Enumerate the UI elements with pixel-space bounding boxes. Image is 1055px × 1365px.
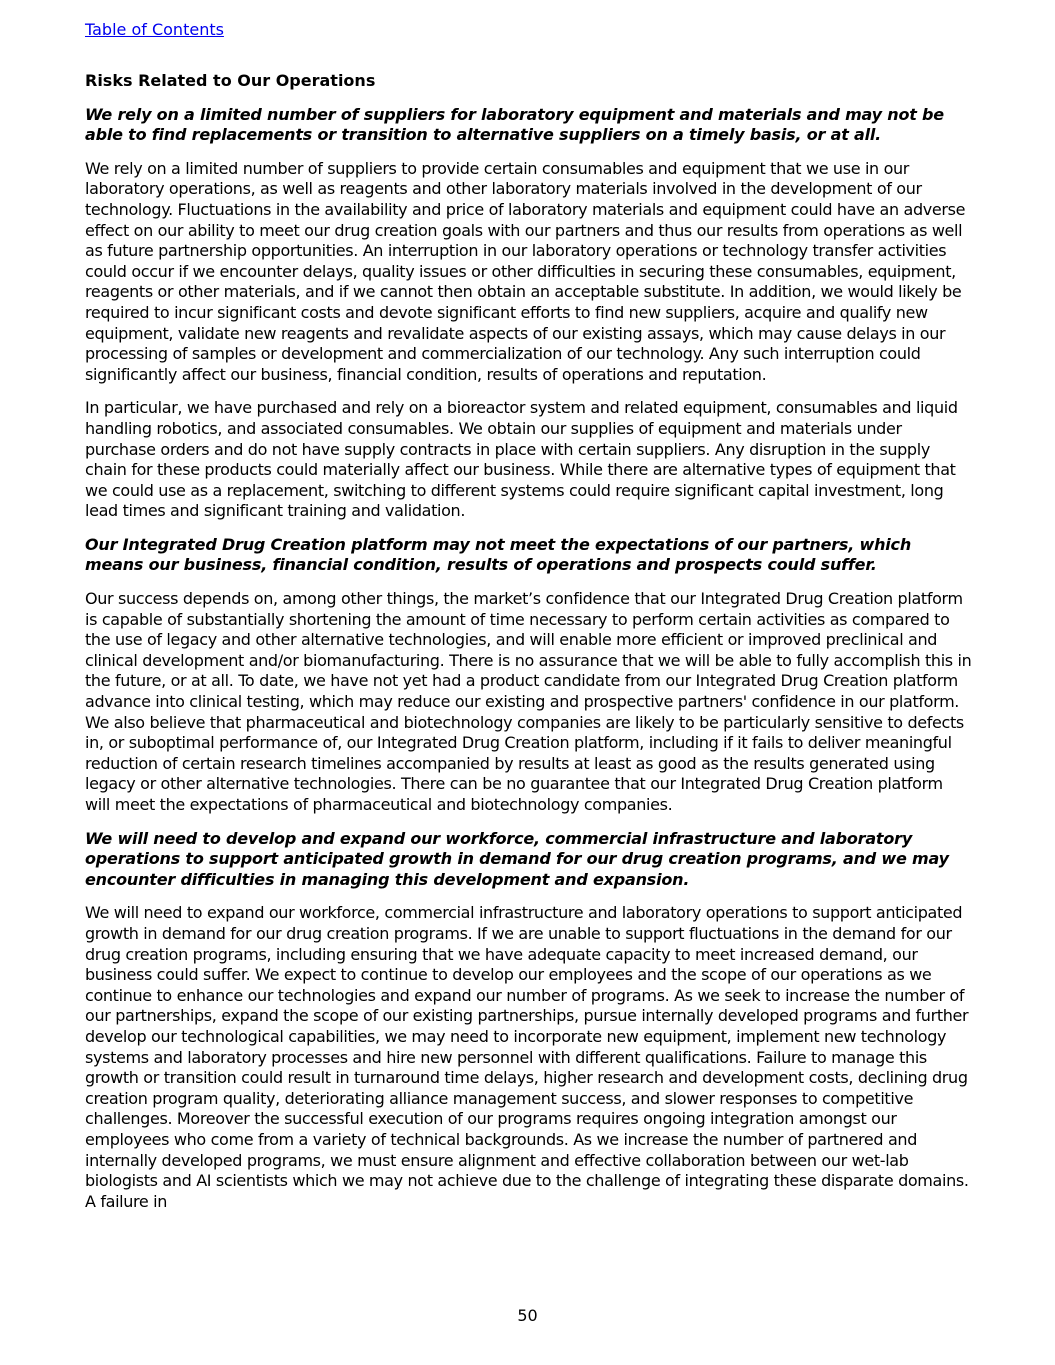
paragraph-suppliers-2: In particular, we have purchased and rely on a bioreactor system and related equipment, consumables and liquid handling robotics, and associated consumables. We obtain our supplies of equipment and materials under purchase orders and do not have supply contracts in place with certain suppliers. Any disruption in the supply chain for these products could materially affect our business. While there are alternative types of equipment that we could use as a replacement, switching to different systems could require significant capital investment, long lead times and significant training and validation. — [85, 398, 958, 521]
document-page — [85, 18, 972, 1212]
risk-heading-platform-expectations: Our Integrated Drug Creation platform may not meet the expectations of our partners, which means our business, financial condition, results of operations and prospects could suffer. — [85, 534, 912, 575]
risk-heading-workforce-expansion: We will need to develop and expand our workforce, commercial infrastructure and laboratory operations to support anticipated growth in demand for our drug creation programs, and we may encounter difficulties in managing this development and expansion. — [85, 828, 949, 889]
section-title: Risks Related to Our Operations — [85, 71, 376, 90]
table-of-contents-link[interactable]: Table of Contents — [85, 20, 224, 39]
page-number: 50 — [517, 1306, 538, 1325]
paragraph-platform-expectations: Our success depends on, among other things, the market’s confidence that our Integrated Drug Creation platform is capable of substantially shortening the amount of time necessary to perform certain activities as compared to the use of legacy and other alternative technologies, and will enable more efficient or improved preclinical and clinical development and/or biomanufacturing. There is no assurance that we will be able to fully accomplish this in the future, or at all. To date, we have not yet had a product candidate from our Integrated Drug Creation platform advance into clinical testing, which may reduce our existing and prospective partners' confidence in our platform. We also believe that pharmaceutical and biotechnology companies are likely to be particularly sensitive to defects in, or suboptimal performance of, our Integrated Drug Creation platform, including if it fails to deliver meaningful reduction of certain research timelines accompanied by results at least as good as the results generated using legacy or other alternative technologies. There can be no guarantee that our Integrated Drug Creation platform will meet the expectations of pharmaceutical and biotechnology companies. — [85, 589, 972, 814]
risk-heading-suppliers: We rely on a limited number of suppliers for laboratory equipment and materials and may not be able to find replacements or transition to alternative suppliers on a timely basis, or at all. — [85, 104, 944, 145]
paragraph-suppliers-1: We rely on a limited number of suppliers to provide certain consumables and equipment that we use in our laboratory operations, as well as reagents and other laboratory materials involved in the development of our technology. Fluctuations in the availability and price of laboratory materials and equipment could have an adverse effect on our ability to meet our drug creation goals with our partners and thus our results from operations as well as future partnership opportunities. An interruption in our laboratory operations or technology transfer activities could occur if we encounter delays, quality issues or other difficulties in securing these consumables, equipment, reagents or other materials, and if we cannot then obtain an acceptable substitute. In addition, we would likely be required to incur significant costs and devote significant efforts to find new suppliers, acquire and qualify new equipment, validate new reagents and revalidate aspects of our existing assays, which may cause delays in our processing of samples or development and commercialization of our technology. Any such interruption could significantly affect our business, financial condition, results of operations and reputation. — [85, 158, 966, 384]
paragraph-workforce-expansion: We will need to expand our workforce, commercial infrastructure and laboratory operations to support anticipated growth in demand for our drug creation programs. If we are unable to support fluctuations in the demand for our drug creation programs, including ensuring that we have adequate capacity to meet increased demand, our business could suffer. We expect to continue to develop our employees and the scope of our operations as we continue to enhance our technologies and expand our number of programs. As we seek to increase the number of our partnerships, expand the scope of our existing partnerships, pursue internally developed programs and further develop our technological capabilities, we may need to incorporate new equipment, implement new technology systems and laboratory processes and hire new personnel with different qualifications. Failure to manage this growth or transition could result in turnaround time delays, higher research and development costs, declining drug creation program quality, deteriorating alliance management success, and slower responses to competitive challenges. Moreover the successful execution of our programs requires ongoing integration amongst our employees who come from a variety of technical backgrounds. As we increase the number of partnered and internally developed programs, we must ensure alignment and effective collaboration between our wet-lab biologists and AI scientists which we may not achieve due to the challenge of integrating these disparate domains. A failure in — [85, 903, 969, 1211]
